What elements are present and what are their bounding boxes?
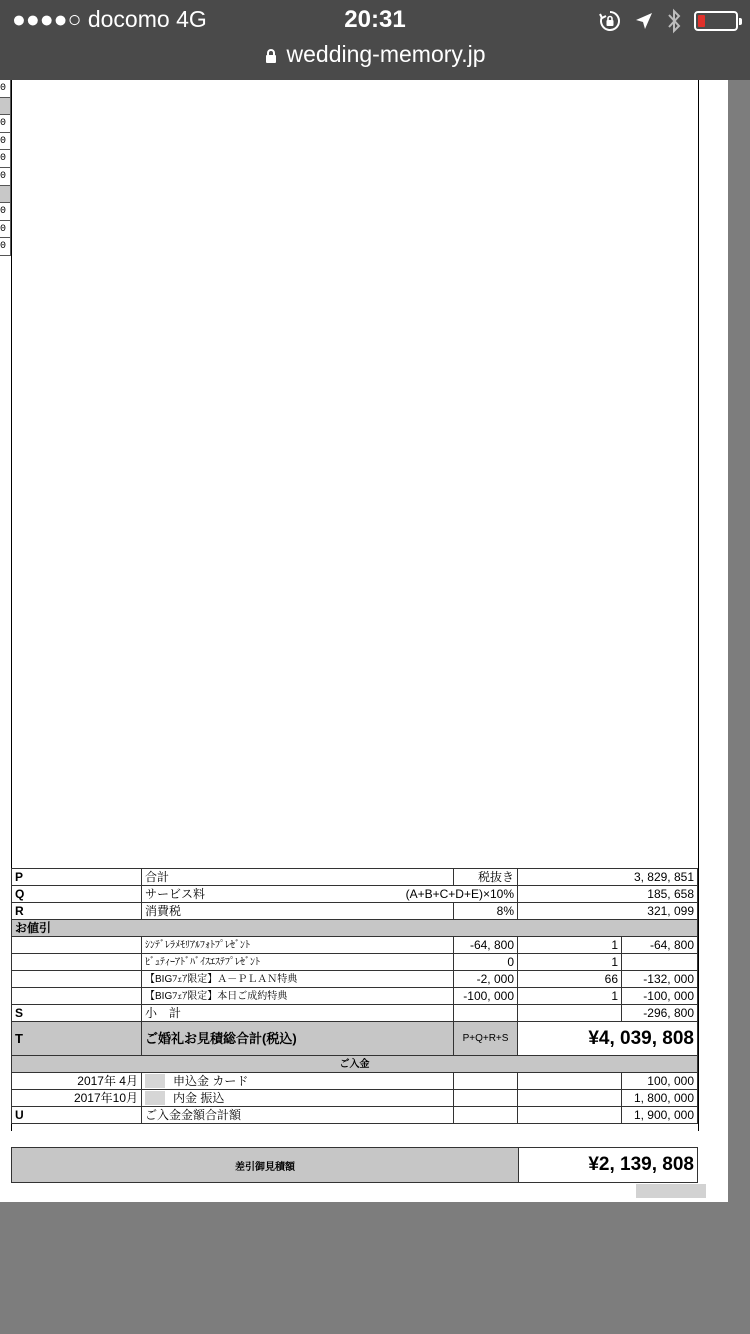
edge-cell: 0 <box>0 115 11 133</box>
discount-unit: -64, 800 <box>454 937 518 954</box>
discount-amount: -132, 000 <box>622 971 698 988</box>
row-note: (A+B+C+D+E)×10% <box>405 886 514 901</box>
discount-unit: 0 <box>454 954 518 971</box>
balance-label: 差引御見積額 <box>12 1148 519 1183</box>
table-row <box>12 903 698 920</box>
edge-cell: 0 <box>0 80 11 98</box>
discount-amount: -64, 800 <box>622 937 698 954</box>
payment-date: 2017年10月 <box>12 1090 142 1107</box>
discount-header: お値引 <box>12 920 698 937</box>
edge-cell <box>0 98 11 116</box>
row-note: 税抜き <box>454 869 518 886</box>
table-row <box>12 1090 698 1107</box>
row-label: 消費税 <box>142 903 454 920</box>
location-arrow-icon <box>634 11 654 31</box>
document-page <box>0 80 728 1202</box>
url-text: wedding-memory.jp <box>286 41 486 67</box>
table-row <box>12 886 698 903</box>
address-bar[interactable] <box>0 41 750 68</box>
table-row <box>12 1073 698 1090</box>
estimate-table <box>11 868 698 1124</box>
row-code: T <box>12 1022 142 1056</box>
payments-total-row <box>12 1107 698 1124</box>
balance-amount: ¥2, 139, 808 <box>519 1148 698 1183</box>
lock-icon <box>265 48 277 64</box>
redacted-day <box>145 1091 165 1105</box>
edge-cell <box>0 186 11 204</box>
grand-total-formula: P+Q+R+S <box>454 1022 518 1056</box>
row-label: ご入金金額合計額 <box>142 1107 454 1124</box>
row-code: R <box>12 903 142 920</box>
discount-qty: 66 <box>518 971 622 988</box>
carrier-signal: ●●●●○ docomo 4G <box>12 6 207 32</box>
discount-amount: -100, 000 <box>622 988 698 1005</box>
row-amount: 185, 658 <box>518 886 698 903</box>
row-label-note <box>142 886 518 903</box>
grand-total-row <box>12 1022 698 1056</box>
discount-label: ﾋﾞｭﾃｨｰｱﾄﾞﾊﾞｲｽｴｽﾃﾌﾟﾚｾﾞﾝﾄ <box>142 954 454 971</box>
discount-amount <box>622 954 698 971</box>
discount-label: 【BIGﾌｪｱ限定】Ａ－ＰＬＡＮ特典 <box>142 971 454 988</box>
discount-qty: 1 <box>518 937 622 954</box>
grand-total-amount: ¥4, 039, 808 <box>518 1022 698 1056</box>
discount-label: 【BIGﾌｪｱ限定】本日ご成約特典 <box>142 988 454 1005</box>
table-row <box>12 869 698 886</box>
edge-cell: 0 <box>0 203 11 221</box>
discount-qty: 1 <box>518 954 622 971</box>
battery-level <box>698 15 705 27</box>
row-note: 8% <box>454 903 518 920</box>
discount-qty: 1 <box>518 988 622 1005</box>
discount-unit: -100, 000 <box>454 988 518 1005</box>
payment-amount: 1, 800, 000 <box>622 1090 698 1107</box>
battery-icon <box>694 11 738 31</box>
row-label: 小 計 <box>142 1005 454 1022</box>
payments-header-row <box>12 1056 698 1073</box>
bluetooth-icon <box>666 8 682 34</box>
payment-amount: 100, 000 <box>622 1073 698 1090</box>
row-amount: 1, 900, 000 <box>622 1107 698 1124</box>
row-code: S <box>12 1005 142 1022</box>
edge-cell: 0 <box>0 168 11 186</box>
subtotal-row <box>12 1005 698 1022</box>
balance-row <box>12 1148 698 1183</box>
row-code: U <box>12 1107 142 1124</box>
edge-cell: 0 <box>0 150 11 168</box>
edge-cell: 0 <box>0 221 11 239</box>
discount-unit: -2, 000 <box>454 971 518 988</box>
edge-cell: 0 <box>0 238 11 256</box>
payment-label: 申込金 カード <box>142 1073 454 1090</box>
status-bar <box>0 0 750 80</box>
grand-total-label: ご婚礼お見積総合計(税込) <box>142 1022 454 1056</box>
row-amount: 321, 099 <box>518 903 698 920</box>
row-code: Q <box>12 886 142 903</box>
edge-cell: 0 <box>0 133 11 151</box>
payments-header: ご入金 <box>12 1056 698 1073</box>
redacted-day <box>145 1074 165 1088</box>
row-code: P <box>12 869 142 886</box>
discount-label: ｼﾝﾃﾞﾚﾗﾒﾓﾘｱﾙﾌｫﾄﾌﾟﾚｾﾞﾝﾄ <box>142 937 454 954</box>
orientation-lock-icon <box>598 9 622 33</box>
row-amount: -296, 800 <box>622 1005 698 1022</box>
previous-page-edge <box>0 80 11 260</box>
table-row <box>12 988 698 1005</box>
clock: 20:31 <box>344 6 406 33</box>
row-label: サービス料 <box>145 886 206 901</box>
table-row <box>12 971 698 988</box>
discount-header-row <box>12 920 698 937</box>
payment-date: 2017年 4月 <box>12 1073 142 1090</box>
page-number-box <box>636 1184 706 1198</box>
table-row <box>12 954 698 971</box>
payment-label: 内金 振込 <box>142 1090 454 1107</box>
row-amount: 3, 829, 851 <box>518 869 698 886</box>
balance-table <box>11 1147 698 1183</box>
table-row <box>12 937 698 954</box>
status-icons <box>598 8 738 34</box>
row-label: 合計 <box>142 869 454 886</box>
